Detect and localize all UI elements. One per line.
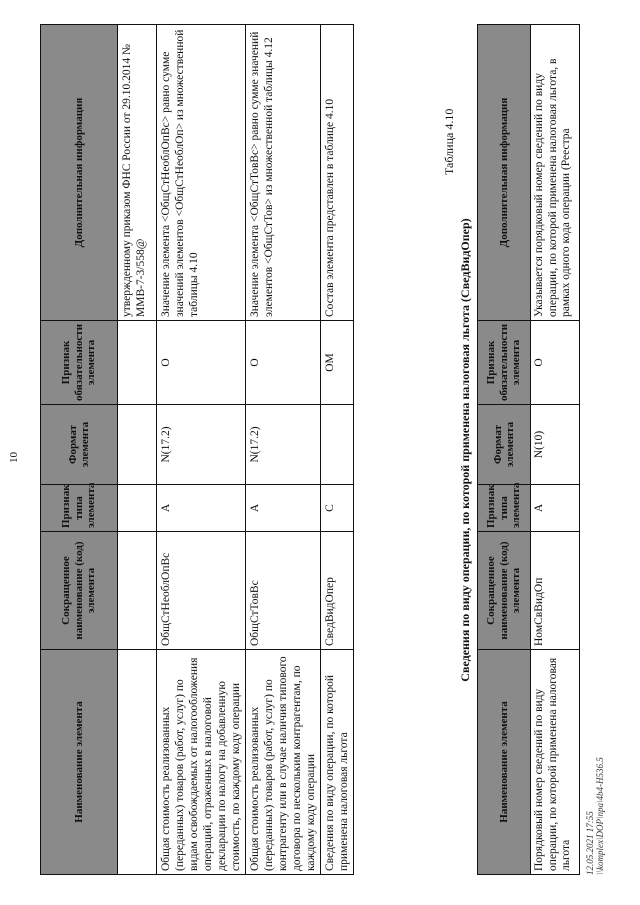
table-cell: ОМ [321, 321, 354, 405]
table-cell [321, 405, 354, 485]
column-header: Признак типа элемента [41, 485, 118, 532]
stamp-date: 12.05.2021 17:55 [585, 811, 595, 875]
table-header-row [478, 25, 531, 875]
table-cell: Общая стоимость реализованных (переданных) товаров (работ, услуг) по видам освобождаемых от налогообложения операций, отраженных в налоговой декларации по налогу на добавленную стоимость, по каждому коду операции [157, 650, 246, 875]
table-cell: Состав элемента представлен в таблице 4.10 [321, 25, 354, 321]
column-header: Признак обязательности элемента [478, 321, 531, 405]
table-cell: НомСвВидОп [531, 532, 580, 650]
table-cell [118, 532, 157, 650]
table-cell: N(17.2) [246, 405, 321, 485]
table-cell: N(17.2) [157, 405, 246, 485]
table-cell: ОбщСтНеоблОпВс [157, 532, 246, 650]
table-cell: О [157, 321, 246, 405]
table-cell: Значение элемента <ОбщСтТовВс> равно сумме значений элементов <ОбщСтТов> из множественной таблицы 4.12 [246, 25, 321, 321]
table-header-row [41, 25, 118, 875]
table-row [531, 25, 580, 875]
table-cell: С [321, 485, 354, 532]
table-row [321, 25, 354, 875]
column-header: Дополнительная информация [478, 25, 531, 321]
operation-info-table [477, 24, 580, 875]
table-cell [118, 650, 157, 875]
table-cell: ОбщСтТовВс [246, 532, 321, 650]
table-cell [118, 321, 157, 405]
column-header: Формат элемента [478, 405, 531, 485]
table-cell: А [246, 485, 321, 532]
table-cell: Значение элемента <ОбщСтНеоблОпВс> равно сумме значений элементов <ОбщСтНеоблОп> из множественной таблицы 4.10 [157, 25, 246, 321]
table-cell: О [246, 321, 321, 405]
page-number: 10 [8, 452, 20, 463]
table-cell: N(10) [531, 405, 580, 485]
table-cell: Порядковый номер сведений по виду операции, по которой применена налоговая льгота [531, 650, 580, 875]
table-cell: утвержденному приказом ФНС России от 29.10.2014 № ММВ-7-3/558@ [118, 25, 157, 321]
column-header: Сокращенное наименование (код) элемента [478, 532, 531, 650]
section-title: Сведения по виду операции, по которой применена налоговая льгота (СведВидОпер) [458, 218, 472, 682]
column-header: Наименование элемента [41, 650, 118, 875]
table-cell: СведВидОпер [321, 532, 354, 650]
table-cell [118, 405, 157, 485]
table-cell: Указывается порядковый номер сведений по виду операции, по которой применена налоговая льгота, в рамках одного кода операции (Реестра [531, 25, 580, 321]
column-header: Сокращенное наименование (код) элемента [41, 532, 118, 650]
column-header: Формат элемента [41, 405, 118, 485]
table-row [246, 25, 321, 875]
column-header: Признак обязательности элемента [41, 321, 118, 405]
file-stamp [585, 757, 605, 875]
table-cell [118, 485, 157, 532]
table-caption: Таблица 4.10 [442, 108, 456, 175]
table-row [118, 25, 157, 875]
column-header: Признак типа элемента [478, 485, 531, 532]
stamp-path: \\komplex\DOP\npa\4b4-H536.5 [595, 757, 605, 875]
table-cell: А [157, 485, 246, 532]
table-cell: А [531, 485, 580, 532]
table-cell: Общая стоимость реализованных (переданных) товаров (работ, услуг) по контрагенту или в случае наличия типового договора по нескольким контрагентам, по каждому коду операции [246, 650, 321, 875]
column-header: Дополнительная информация [41, 25, 118, 321]
table-row [157, 25, 246, 875]
table-cell: Сведения по виду операции, по которой применена налоговая льгота [321, 650, 354, 875]
column-header: Наименование элемента [478, 650, 531, 875]
table-cell: О [531, 321, 580, 405]
elements-table-continued [40, 24, 354, 875]
